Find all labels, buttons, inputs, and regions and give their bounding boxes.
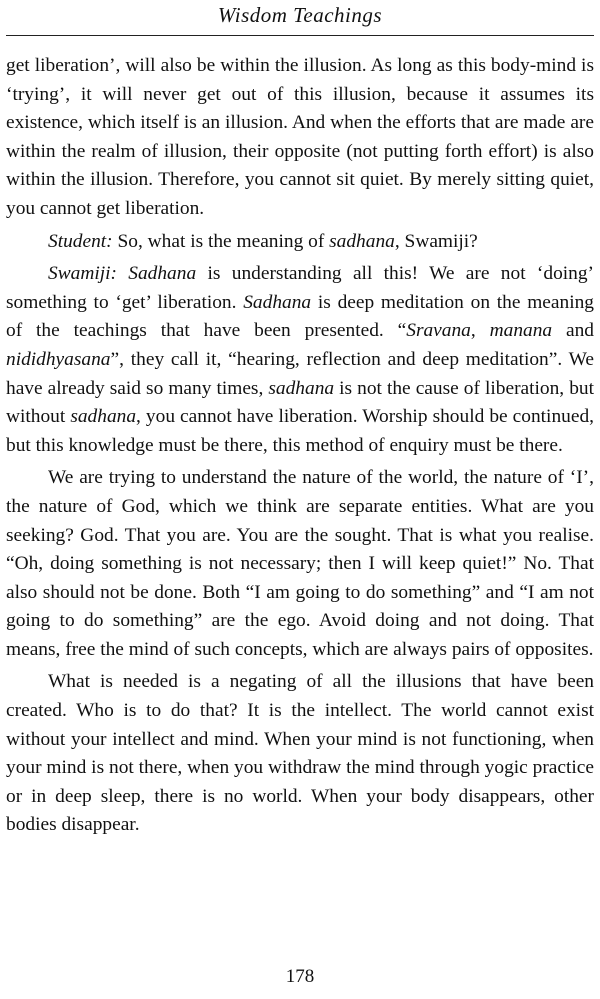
text-run: , Swamiji? (394, 230, 478, 252)
italic-run: Sadhana (243, 291, 312, 313)
italic-run: sadhana (70, 406, 137, 428)
text-run: is deep meditation on the meaning of the teachings that have been presented. “ (6, 291, 594, 342)
body-text (6, 52, 594, 840)
italic-run: Student: (48, 230, 113, 252)
paragraph (6, 260, 594, 460)
italic-run: manana (489, 320, 553, 342)
text-run: , (470, 320, 490, 342)
italic-run: sadhana (268, 377, 335, 399)
paragraph (6, 52, 594, 224)
text-run: , you cannot have liberation. Worship should be continued, but this knowledge must be there, this method of enquiry must be there. (6, 406, 594, 456)
text-run: and (552, 320, 594, 342)
paragraph (6, 464, 594, 664)
running-head: Wisdom Teachings (217, 3, 383, 27)
text-run: So, what is the meaning of (112, 230, 330, 252)
paragraph (6, 228, 594, 257)
italic-run: sadhana (329, 230, 395, 252)
text-run: We are trying to understand the nature of the world, the nature of ‘I’, the nature of God, which we think are separate entities. What are you seeking? God. That you are. You are the sought. That is what you realise. “Oh, doing something is not necessary; then I will keep quiet!” No. That also should not be done. Both “I am going to do something” and “I am not going to do something” are the ego. Avoid doing and not doing. That means, free the mind of such concepts, which are always pairs of opposites. (6, 467, 594, 660)
text-run: ”, they call it, “hearing, reflection and deep meditation”. We have already said so many times, (6, 348, 594, 399)
italic-run: Sravana (406, 320, 471, 342)
text-run: is not the cause of liberation, but without (6, 377, 594, 428)
italic-run: Swamiji: Sadhana (48, 263, 197, 285)
text-run: get liberation’, will also be within the illusion. As long as this body-mind is ‘trying’, it will never get out of this illusion, because it assumes its existence, which itself is an illusion. And when the efforts that are made are within the realm of illusion, their opposite (not putting forth effort) is also within the illusion. Therefore, you cannot sit quiet. By merely sitting quiet, you cannot get liberation. (6, 55, 594, 219)
text-run: is understanding all this! We are not ‘doing’ something to ‘get’ liberation. (6, 263, 594, 313)
italic-run: nididhyasana (6, 348, 111, 370)
page-number: 178 (285, 966, 315, 987)
text-run: What is needed is a negating of all the illusions that have been created. Who is to do that? It is the intellect. The world cannot exist without your intellect and mind. When your mind is not functioning, when your mind is not there, when you withdraw the mind through yogic practice or in deep sleep, there is no world. When your body disappears, other bodies disappear. (6, 671, 594, 836)
paragraph (6, 668, 594, 840)
header-rule (6, 35, 594, 36)
